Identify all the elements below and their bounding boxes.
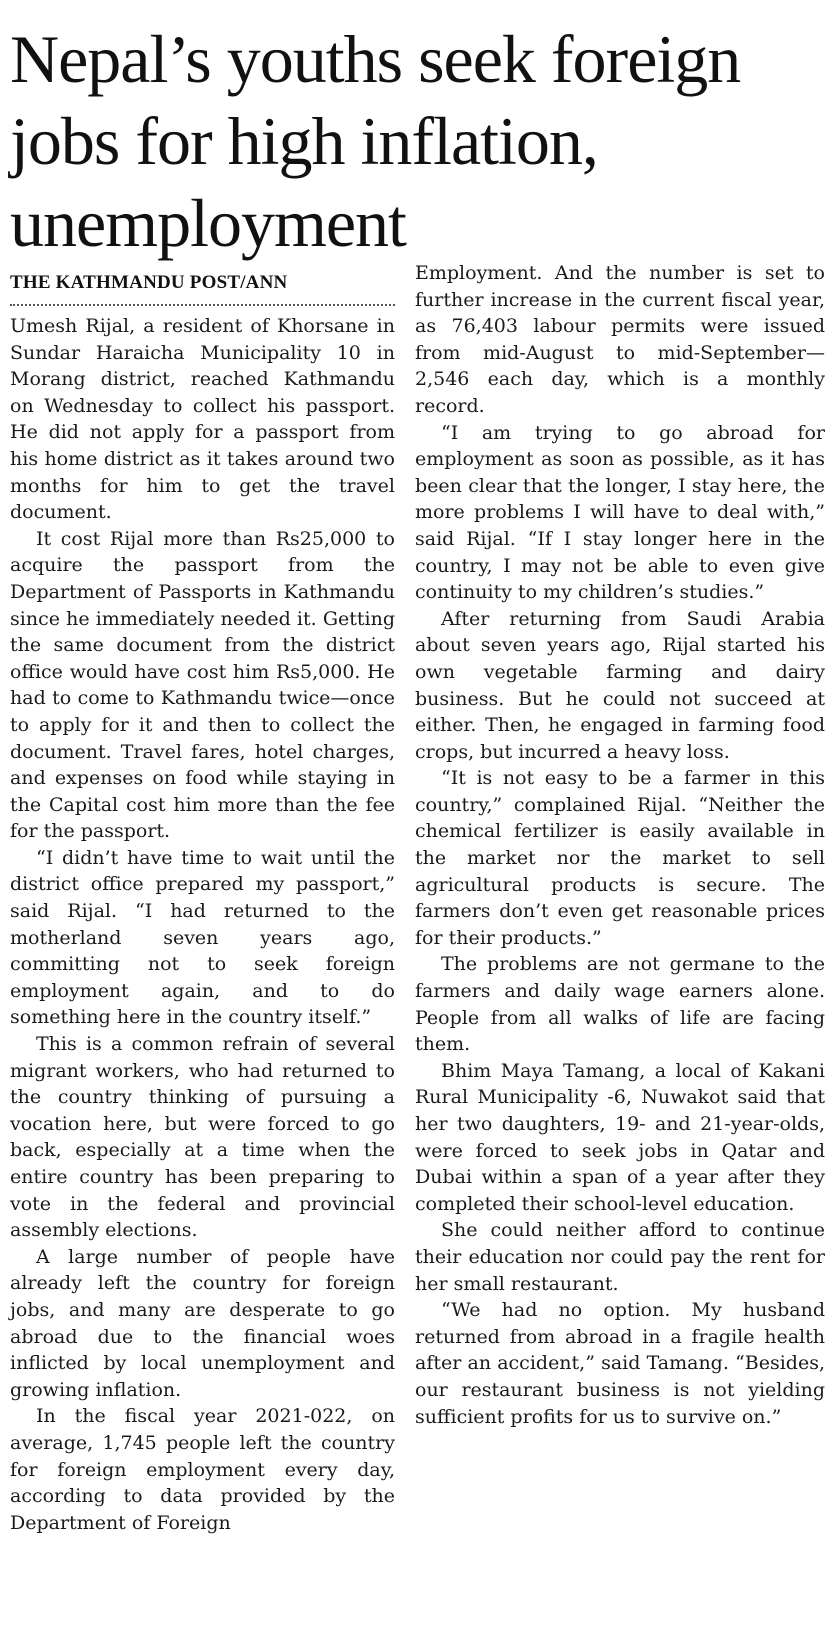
paragraph: Employment. And the number is set to further increase in the current fiscal year, as 76,403 labour permits were issued from mid-August to mid-September—2,546 each day, which is a monthly record. (415, 262, 825, 417)
paragraph: It cost Rijal more than Rs25,000 to acquire the passport from the Department of Passports in Kathmandu since he immediately needed it. Getting the same document from the district office would have cost him Rs5,000. He had to come to Kathmandu twice—once to apply for it and then to collect the document. Travel fares, hotel charges, and expenses on food while staying in the Capital cost him more than the fee for the passport. (10, 527, 395, 843)
paragraph: “We had no option. My husband returned from abroad in a fragile health after an accident,” said Tamang. “Besides, our restaurant business is not yielding sufficient profits for us to survive on.” (415, 1299, 825, 1428)
paragraph: “It is not easy to be a farmer in this country,” complained Rijal. “Neither the chemical fertilizer is easily available in the market nor the market to sell agricultural products is secure. The farmers don’t even get reasonable prices for their products.” (415, 767, 825, 949)
paragraph: After returning from Saudi Arabia about seven years ago, Rijal started his own vegetable farming and dairy business. But he could not succeed at either. Then, he engaged in farming food crops, but incurred a heavy loss. (415, 607, 825, 763)
article-column-1 (10, 313, 395, 1643)
byline: THE KATHMANDU POST/ANN (10, 272, 288, 293)
paragraph: In the fiscal year 2021-022, on average, 1,745 people left the country for foreign employment every day, according to data provided by the Department of Foreign (10, 1405, 395, 1534)
paragraph: “I didn’t have time to wait until the district office prepared my passport,” said Rijal. “I had returned to the motherland seven years ago, committing not to seek foreign employment again, and to do something here in the country itself.” (10, 846, 395, 1029)
paragraph: The problems are not germane to the farmers and daily wage earners alone. People from all walks of life are facing them. (415, 953, 825, 1056)
paragraph: This is a common refrain of several migrant workers, who had returned to the country thinking of pursuing a vocation here, but were forced to go back, especially at a time when the entire country has been preparing to vote in the federal and provincial assembly elections. (10, 1033, 395, 1242)
paragraph: Bhim Maya Tamang, a local of Kakani Rural Municipality -6, Nuwakot said that her two daughters, 19- and 21-year-olds, were forced to seek jobs in Qatar and Dubai within a span of a year after they completed their school-level education. (415, 1059, 825, 1215)
paragraph: Umesh Rijal, a resident of Khorsane in Sundar Haraicha Municipality 10 in Morang district, reached Kathmandu on Wednesday to collect his passport. He did not apply for a passport from his home district as it takes around two months for him to get the travel document. (10, 315, 395, 524)
byline-divider (10, 304, 395, 306)
paragraph: “I am trying to go abroad for employment as soon as possible, as it has been clear that the longer, I stay here, the more problems I will have to deal with,” said Rijal. “If I stay longer here in the country, I may not be able to even give continuity to my children’s studies.” (415, 421, 825, 604)
article-column-2 (415, 260, 825, 1645)
headline: Nepal’s youths seek foreign jobs for high inflation, unemployment (10, 21, 741, 261)
paragraph: A large number of people have already left the country for foreign jobs, and many are desperate to go abroad due to the financial woes inflicted by local unemployment and growing inflation. (10, 1245, 395, 1401)
paragraph: She could neither afford to continue their education nor could pay the rent for her small restaurant. (415, 1219, 825, 1295)
